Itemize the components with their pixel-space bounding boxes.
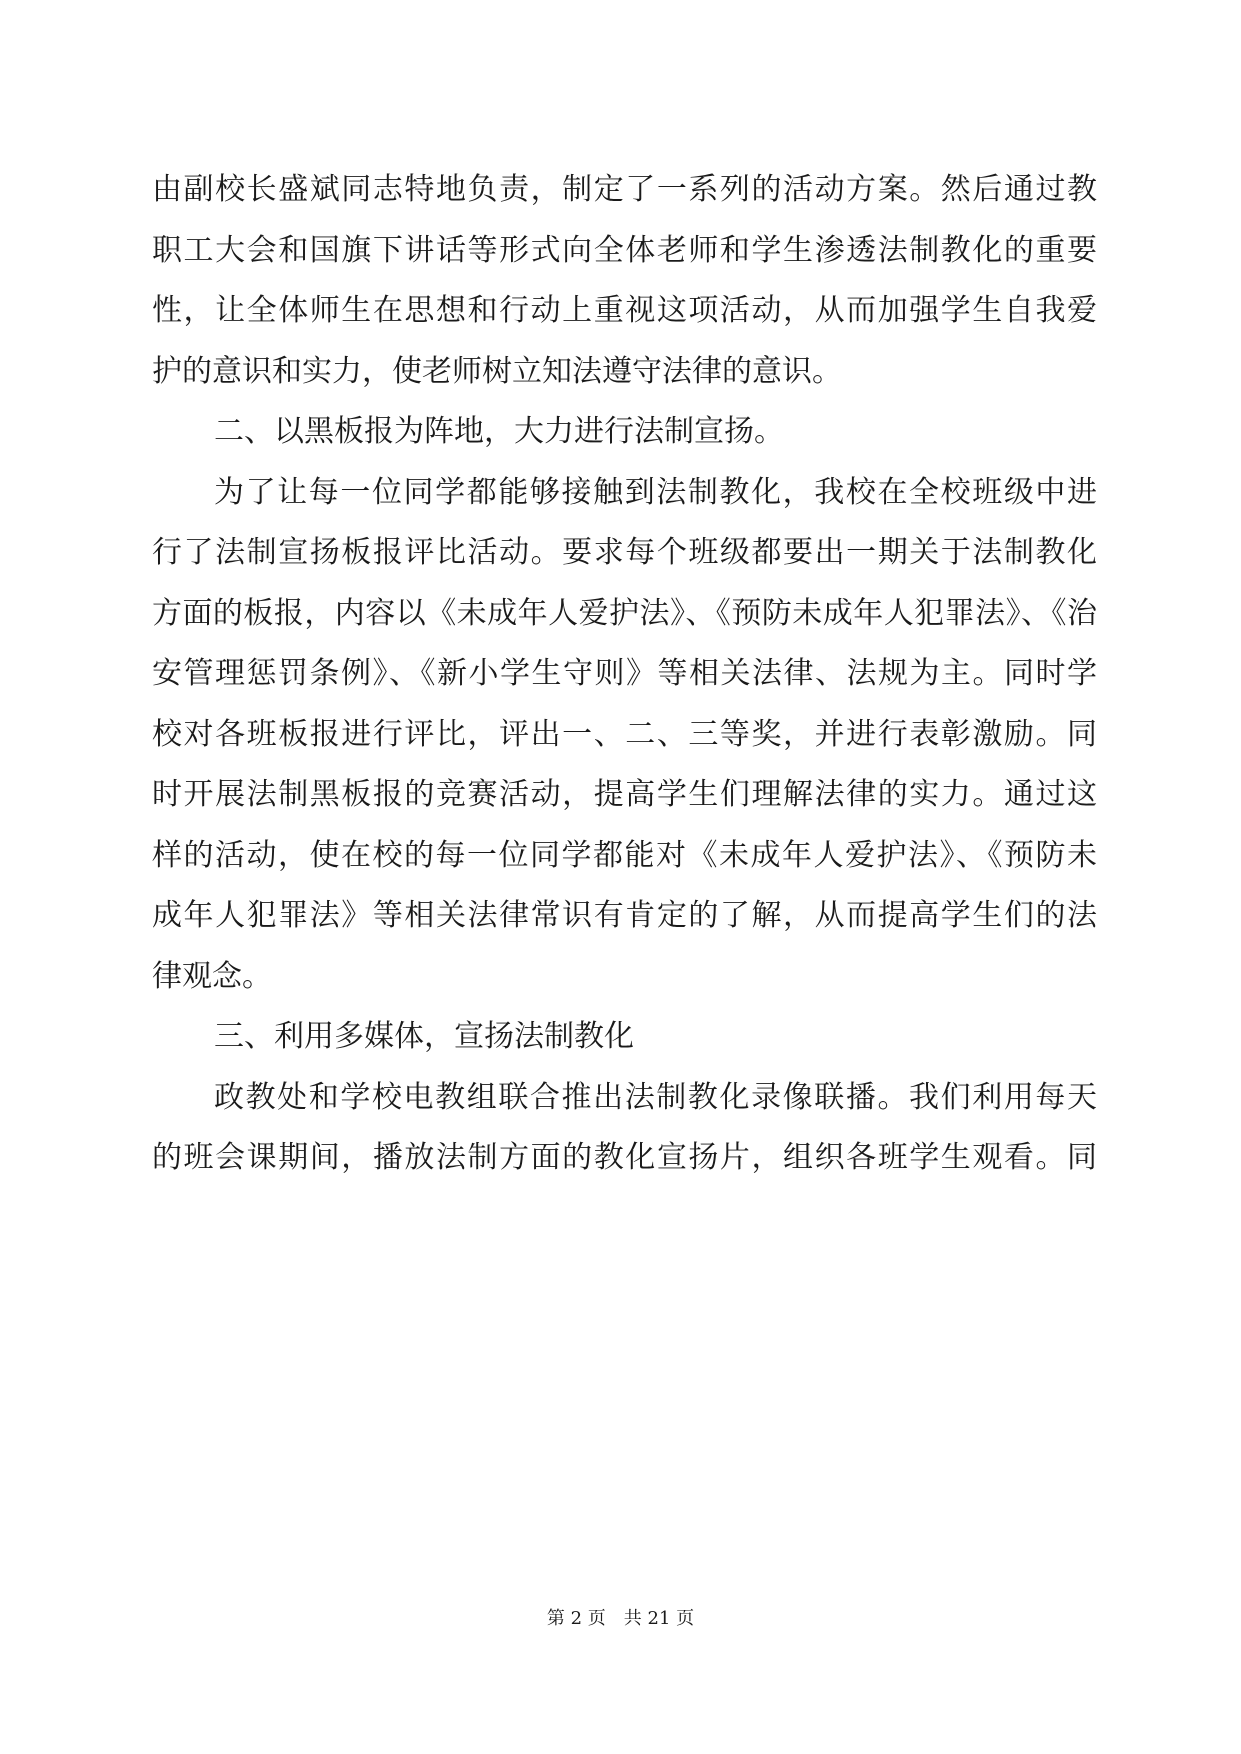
paragraph-line: 律观念。 [152, 958, 272, 994]
paragraph-line: 行了法制宣扬板报评比活动。要求每个班级都要出一期关于法制教化 [152, 535, 1097, 570]
paragraph-line: 样的活动，使在校的每一位同学都能对《未成年人爱护法》、《预防未 [152, 837, 1097, 873]
paragraph-line: 成年人犯罪法》等相关法律常识有肯定的了解，从而提高学生们的法 [152, 898, 1097, 933]
paragraph-line: 方面的板报，内容以《未成年人爱护法》、《预防未成年人犯罪法》、《治 [152, 595, 1097, 631]
paragraph-line: 的班会课期间，播放法制方面的教化宣扬片，组织各班学生观看。同 [152, 1140, 1097, 1175]
section-heading: 二、以黑板报为阵地，大力进行法制宣扬。 [214, 414, 784, 449]
page-footer [0, 1607, 1241, 1631]
paragraph-line: 由副校长盛斌同志特地负责，制定了一系列的活动方案。然后通过教 [152, 172, 1097, 207]
paragraph-line: 护的意识和实力，使老师树立知法遵守法律的意识。 [152, 353, 842, 389]
paragraph-line: 校对各班板报进行评比，评出一、二、三等奖，并进行表彰激励。同 [152, 716, 1097, 752]
paragraph-line: 安管理惩罚条例》、《新小学生守则》等相关法律、法规为主。同时学 [152, 656, 1097, 691]
paragraph-line: 职工大会和国旗下讲话等形式向全体老师和学生渗透法制教化的重要 [152, 232, 1097, 268]
section-heading: 三、利用多媒体，宣扬法制教化 [214, 1019, 634, 1054]
paragraph-line: 时开展法制黑板报的竞赛活动，提高学生们理解法律的实力。通过这 [152, 777, 1097, 812]
page-total: 共 21 页 [623, 1608, 695, 1629]
paragraph-line: 政教处和学校电教组联合推出法制教化录像联播。我们利用每天 [214, 1079, 1097, 1115]
page-number: 第 2 页 [546, 1608, 606, 1629]
document-body [152, 160, 1097, 1189]
paragraph-line: 性，让全体师生在思想和行动上重视这项活动，从而加强学生自我爱 [152, 293, 1097, 328]
paragraph-line: 为了让每一位同学都能够接触到法制教化，我校在全校班级中进 [214, 474, 1097, 510]
